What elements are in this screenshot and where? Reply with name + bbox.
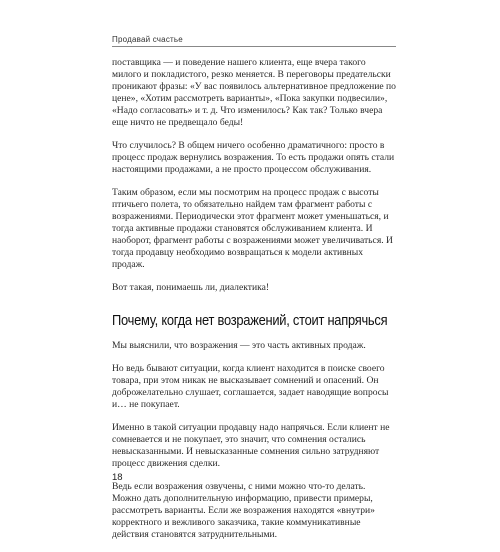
paragraph: Таким образом, если мы посмотрим на процесс продаж с высоты птичьего полета, то обязательно найдем там фрагмент работы с возражениями. Периодически этот фрагмент может уменьшаться, и тогда активные продажи становятся обслуживанием клиента. И наоборот, фрагмент работы с возражениями может увеличиваться. И тогда продавцу необходимо возвращаться к модели активных продаж. (112, 187, 393, 270)
section-heading: Почему, когда нет возражений, стоит напрячься (112, 312, 388, 329)
paragraph: поставщика — и поведение нашего клиента, еще вчера такого милого и покладистого, резко меняется. В переговоры предательски проникают фразы: «У вас появилось альтернативное предложение по цене», «Хотим рассмотреть варианты», «Пока закупки подвесили», «Надо согласовать» и т. д. Что изменилось? Как так? Только вчера еще ничто не предвещало беды! (112, 57, 396, 128)
paragraph: Именно в такой ситуации продавцу надо напрячься. Если клиент не сомневается и не покупает, это значит, что сомнения остались невысказанными. И невысказанные сомнения сильно затрудняют процесс движения сделки. (112, 422, 390, 469)
page-body (112, 57, 396, 552)
paragraph: Что случилось? В общем ничего особенно драматичного: просто в процесс продаж вернулись возражения. То есть продажи опять стали настоящими продажами, а не просто процессом обслуживания. (112, 140, 395, 175)
page-number: 18 (112, 472, 123, 483)
paragraph: Ведь если возражения озвучены, с ними можно что-то делать. Можно дать дополнительную информацию, привести примеры, рассмотреть варианты. Если же возражения находятся «внутри» корректного и вежливого заказчика, такие коммуникативные действия становятся затруднительными. (112, 481, 375, 540)
paragraph: Вот такая, понимаешь ли, диалектика! (112, 282, 270, 293)
paragraph: Мы выяснили, что возражения — это часть активных продаж. (112, 340, 366, 351)
running-header: Продавай счастье (112, 35, 396, 47)
paragraph: Но ведь бывают ситуации, когда клиент находится в поиске своего товара, при этом никак не высказывает сомнений и опасений. Он доброжелательно слушает, соглашается, задает наводящие вопросы и… не покупает. (112, 363, 389, 410)
